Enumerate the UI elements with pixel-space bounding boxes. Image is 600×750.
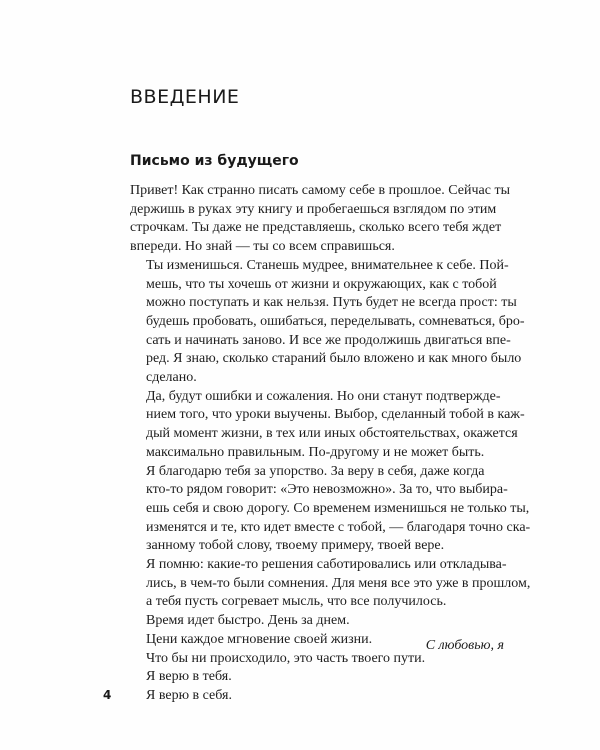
text-line: можно поступать и как нельзя. Путь будет не всегда прост: ты [146, 295, 517, 311]
letter-body [130, 182, 531, 706]
text-line: Цени каждое мгновение своей жизни. [146, 631, 373, 647]
text-line: Привет! Как странно писать самому себе в прошлое. Сейчас ты [130, 183, 510, 198]
text-line: сать и начинать заново. И все же продолжишь двигаться впе- [146, 332, 511, 348]
chapter-title: ВВЕДЕНИЕ [130, 86, 240, 108]
section-title: Письмо из будущего [130, 153, 299, 169]
text-line: а тебя пусть согревает мысль, что все получилось. [146, 594, 447, 610]
text-line: Я благодарю тебя за упорство. За веру в себя, даже когда [146, 463, 485, 479]
text-line: держишь в руках эту книгу и пробегаешься взглядом по этим [130, 201, 497, 217]
paragraph [130, 182, 510, 257]
text-line: мешь, что ты хочешь от жизни и окружающих, как с тобой [146, 276, 497, 292]
text-line: изменятся и те, кто идет вместе с тобой, — благодаря точно ска- [146, 519, 531, 535]
paragraph [130, 556, 531, 612]
text-line: лись, в чем-то были сомнения. Для меня все это уже в прошлом, [146, 575, 531, 591]
text-line: Время идет быстро. День за днем. [146, 613, 350, 629]
text-line: занному тобой слову, твоему примеру, твоей вере. [146, 538, 445, 554]
paragraph [130, 687, 504, 706]
paragraph [130, 257, 525, 388]
text-line: сделано. [146, 370, 197, 386]
text-line: ешь себя и свою дорогу. Со временем изменишься не только ты, [146, 500, 530, 516]
text-line: Я помню: какие-то решения саботировались или откладыва- [146, 557, 507, 573]
page-number: 4 [103, 688, 112, 702]
paragraph [130, 463, 531, 557]
text-line: Я верю в себя. [146, 687, 232, 703]
text-line: ред. Я знаю, сколько стараний было вложено и как много было [146, 351, 522, 367]
text-line: кто-то рядом говорит: «Это невозможно». За то, что выбира- [146, 482, 508, 498]
paragraph [130, 388, 525, 463]
text-line: Ты изменишься. Станешь мудрее, внимательнее к себе. Пой- [146, 257, 509, 273]
text-line: впереди. Но знай — ты со всем справишься. [130, 239, 395, 255]
paragraph [130, 612, 504, 631]
text-line: дый момент жизни, в тех или иных обстоятельствах, окажется [146, 426, 518, 442]
text-line: Да, будут ошибки и сожаления. Но они станут подтвержде- [146, 388, 501, 404]
text-line: строчкам. Ты даже не представляешь, сколько всего тебя ждет [130, 220, 502, 236]
text-line: максимально правильным. По-другому и не может быть. [146, 444, 485, 460]
text-line: Что бы ни происходило, это часть твоего пути. [146, 650, 426, 666]
text-line: нием того, что уроки выучены. Выбор, сделанный тобой в каж- [146, 407, 525, 423]
text-line: Я верю в тебя. [146, 669, 232, 685]
text-line: будешь пробовать, ошибаться, переделывать, сомневаться, бро- [146, 313, 525, 329]
paragraph [130, 668, 504, 687]
signature: С любовью, я [425, 638, 504, 653]
